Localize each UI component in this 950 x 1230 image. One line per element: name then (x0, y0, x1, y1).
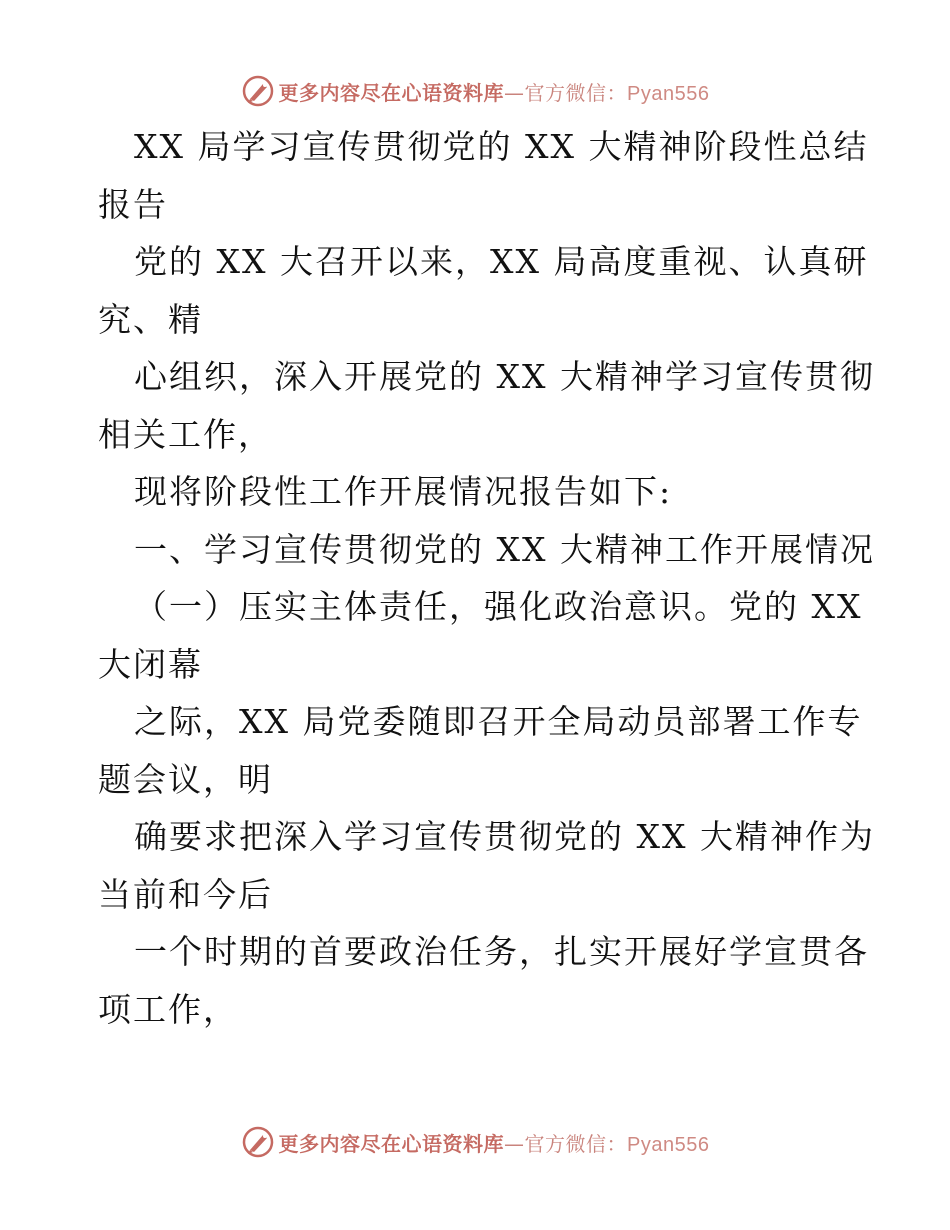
paragraph-line: 大闭幕 (98, 644, 203, 684)
paragraph-line: 究、精 (98, 299, 203, 339)
watermark-text (279, 1128, 710, 1157)
watermark-prefix: 更多内容尽在心语资料库 (278, 1131, 505, 1156)
watermark-header (0, 71, 950, 111)
watermark-prefix: 更多内容尽在心语资料库 (278, 80, 505, 105)
watermark-footer (0, 1122, 950, 1162)
document-title-line: XX 局学习宣传贯彻党的 XX 大精神阶段性总结 (134, 127, 869, 166)
document-body (98, 118, 875, 1038)
pen-logo-icon (241, 74, 275, 108)
paragraph-line: 现将阶段性工作开展情况报告如下: (134, 472, 673, 511)
watermark-wechat-id: Pyan556 (627, 82, 710, 105)
document-title-line: 报告 (98, 184, 168, 224)
paragraph-line: 当前和今后 (98, 874, 273, 914)
watermark-dash: — (504, 1131, 525, 1156)
paragraph-line: 一个时期的首要政治任务，扎实开展好学宣贯各 (134, 932, 869, 971)
subsection-heading: （一）压实主体责任，强化政治意识。党的 XX (134, 587, 863, 626)
watermark-suffix: 官方微信： (524, 80, 628, 105)
paragraph-line: 党的 XX 大召开以来，XX 局高度重视、认真研 (134, 242, 869, 281)
paragraph-line: 确要求把深入学习宣传贯彻党的 XX 大精神作为 (134, 817, 875, 856)
watermark-wechat-id: Pyan556 (627, 1133, 710, 1156)
watermark-suffix: 官方微信： (524, 1131, 628, 1156)
section-heading: 一、学习宣传贯彻党的 XX 大精神工作开展情况 (134, 529, 875, 569)
paragraph-line: 相关工作， (98, 414, 273, 454)
watermark-text (279, 77, 710, 106)
watermark-dash: — (504, 80, 525, 105)
paragraph-line: 之际，XX 局党委随即召开全局动员部署工作专 (134, 702, 863, 741)
paragraph-line: 心组织，深入开展党的 XX 大精神学习宣传贯彻 (134, 357, 875, 396)
pen-logo-icon (241, 1125, 275, 1159)
paragraph-line: 项工作， (98, 989, 238, 1029)
paragraph-line: 题会议，明 (98, 759, 273, 799)
